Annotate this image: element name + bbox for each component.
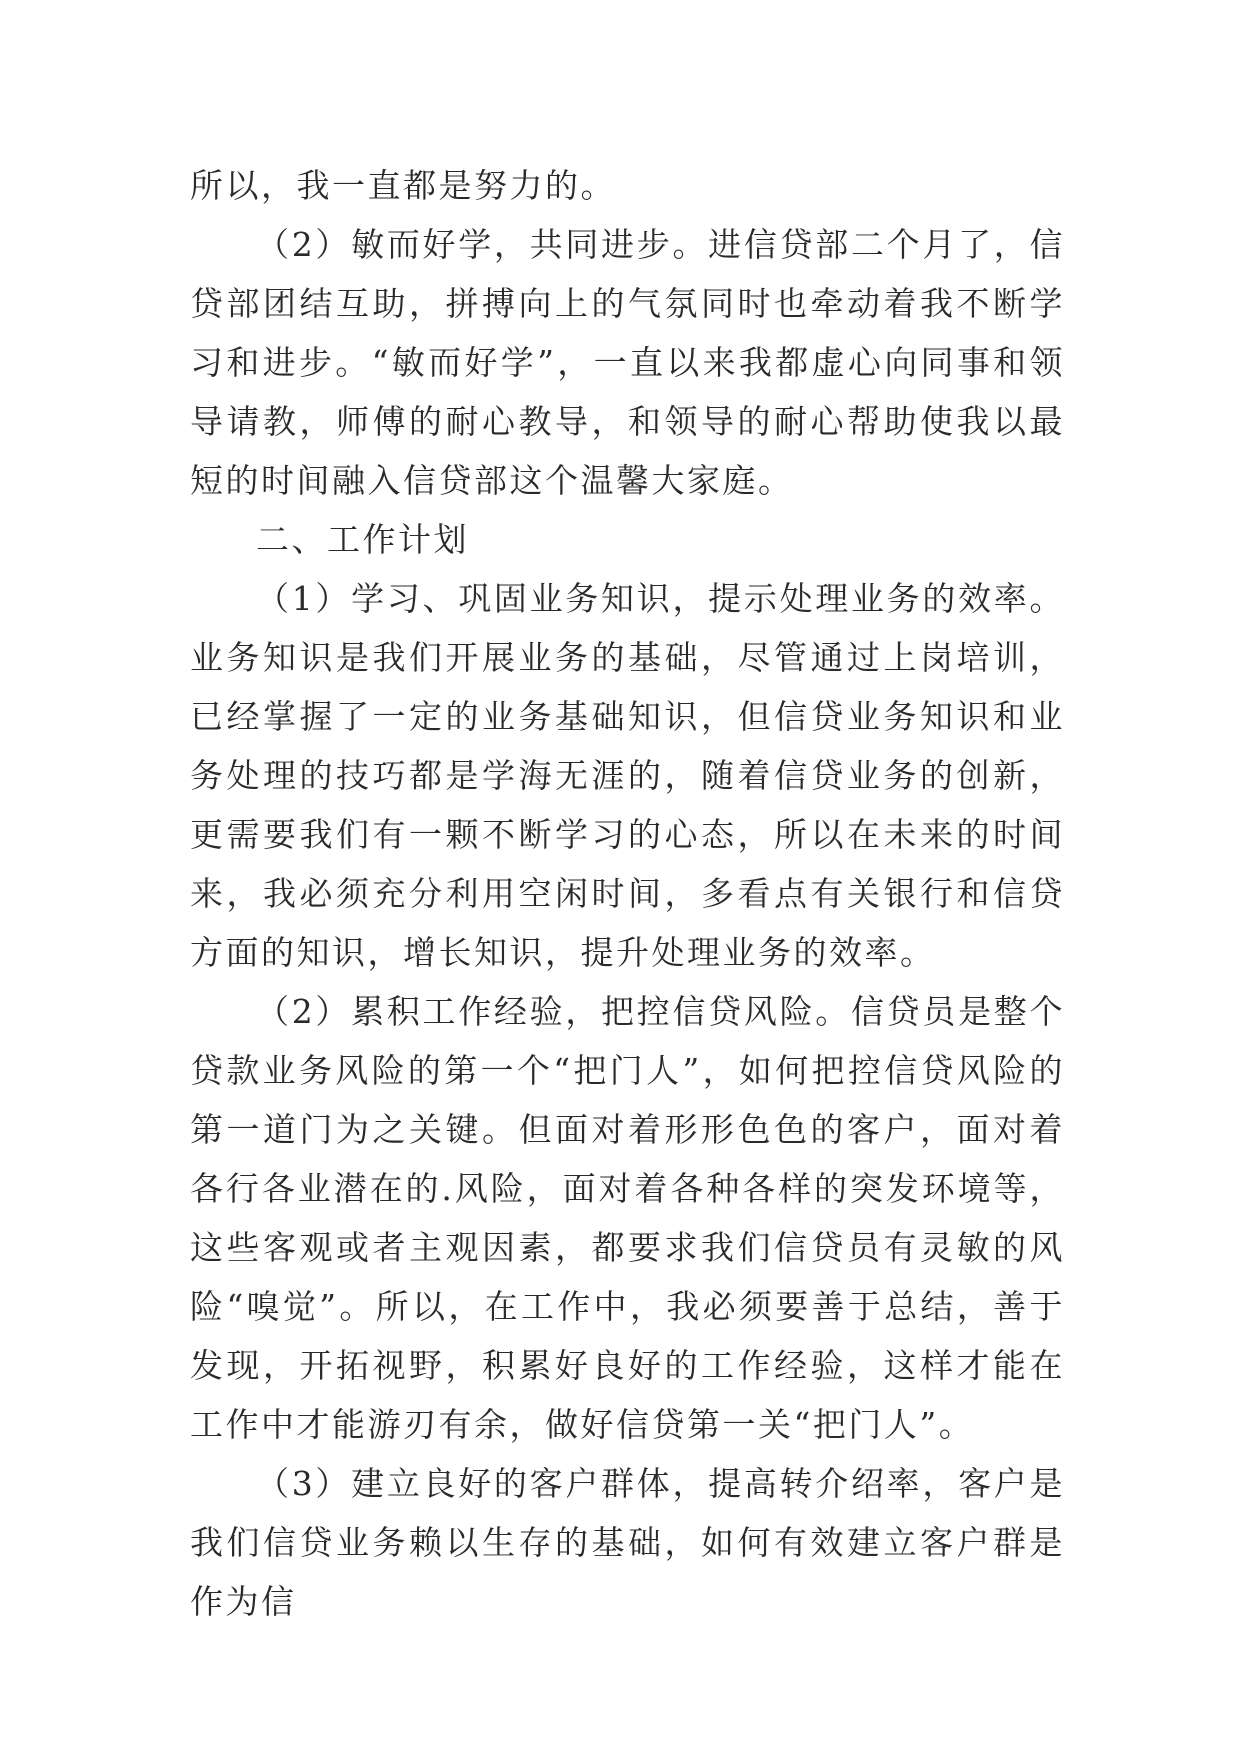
document-body bbox=[190, 156, 1065, 1631]
section-heading-work-plan: 二、工作计划 bbox=[256, 520, 469, 559]
paragraph-5: （3）建立良好的客户群体，提高转介绍率，客户是我们信贷业务赖以生存的基础，如何有效建立客户群是作为信 bbox=[190, 1464, 1065, 1621]
paragraph-3: （1）学习、巩固业务知识，提示处理业务的效率。业务知识是我们开展业务的基础，尽管通过上岗培训，已经掌握了一定的业务基础知识，但信贷业务知识和业务处理的技巧都是学海无涯的，随着信贷业务的创新，更需要我们有一颗不断学习的心态，所以在未来的时间来，我必须充分利用空闲时间，多看点有关银行和信贷方面的知识，增长知识，提升处理业务的效率。 bbox=[190, 579, 1065, 972]
paragraph-1: 所以，我一直都是努力的。 bbox=[190, 166, 616, 205]
paragraph-2: （2）敏而好学，共同进步。进信贷部二个月了，信贷部团结互助，拼搏向上的气氛同时也牵动着我不断学习和进步。“敏而好学”，一直以来我都虚心向同事和领导请教，师傅的耐心教导，和领导的耐心帮助使我以最短的时间融入信贷部这个温馨大家庭。 bbox=[190, 225, 1065, 500]
paragraph-4: （2）累积工作经验，把控信贷风险。信贷员是整个贷款业务风险的第一个“把门人”，如何把控信贷风险的第一道门为之关键。但面对着形形色色的客户，面对着各行各业潜在的.风险，面对着各种各样的突发环境等，这些客观或者主观因素，都要求我们信贷员有灵敏的风险“嗅觉”。所以，在工作中，我必须要善于总结，善于发现，开拓视野，积累好良好的工作经验，这样才能在工作中才能游刃有余，做好信贷第一关“把门人”。 bbox=[190, 992, 1065, 1444]
